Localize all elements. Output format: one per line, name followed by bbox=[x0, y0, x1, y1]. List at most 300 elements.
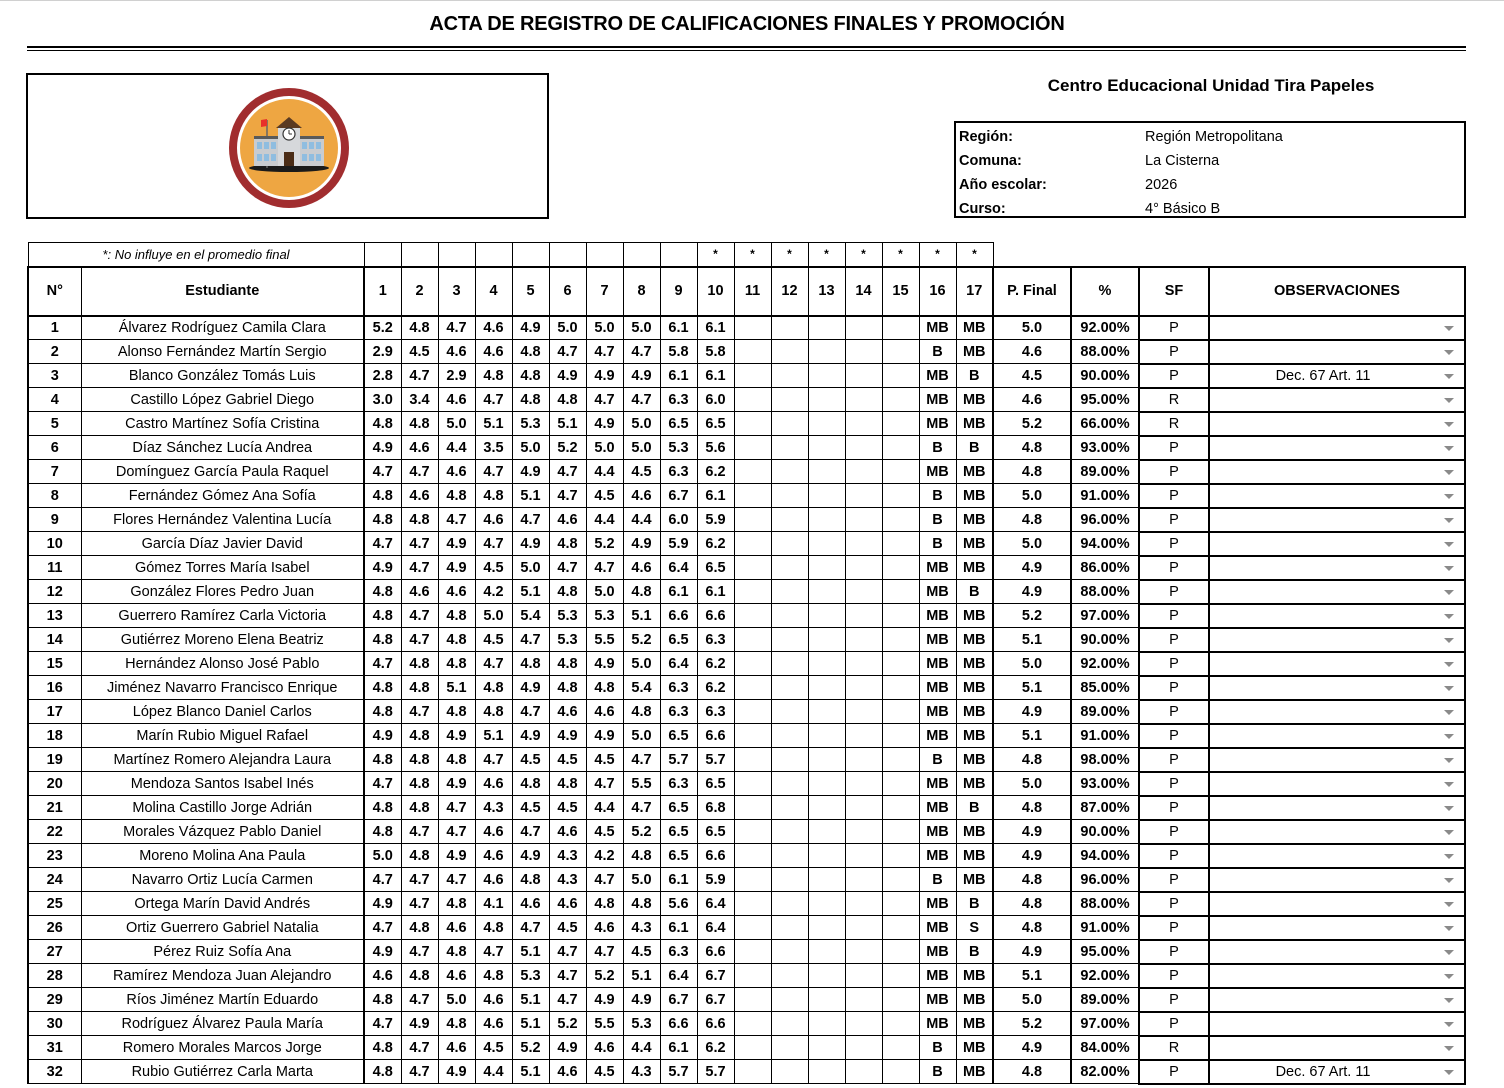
grade-cell[interactable] bbox=[845, 388, 882, 412]
observations-dropdown[interactable] bbox=[1209, 1060, 1465, 1084]
grade-cell[interactable] bbox=[882, 436, 919, 460]
chevron-down-icon[interactable] bbox=[1444, 494, 1454, 499]
grade-cell[interactable] bbox=[771, 724, 808, 748]
grade-cell[interactable]: 4.6 bbox=[475, 772, 512, 796]
grade-cell[interactable] bbox=[734, 508, 771, 532]
grade-cell[interactable] bbox=[808, 868, 845, 892]
grade-cell[interactable]: 4.7 bbox=[364, 532, 401, 556]
grade-cell[interactable]: 5.2 bbox=[623, 628, 660, 652]
observations-dropdown[interactable] bbox=[1209, 532, 1465, 556]
grade-cell[interactable] bbox=[808, 844, 845, 868]
grade-cell[interactable] bbox=[845, 460, 882, 484]
grade-cell[interactable]: 4.7 bbox=[475, 460, 512, 484]
grade-cell[interactable] bbox=[808, 700, 845, 724]
grade-cell[interactable]: 5.1 bbox=[438, 676, 475, 700]
grade-cell[interactable] bbox=[845, 580, 882, 604]
grade-cell[interactable]: 4.6 bbox=[549, 508, 586, 532]
grade-cell[interactable]: 4.5 bbox=[623, 460, 660, 484]
grade-cell[interactable]: 4.6 bbox=[438, 916, 475, 940]
concept-grade-cell[interactable]: MB bbox=[956, 724, 993, 748]
grade-cell[interactable]: 5.8 bbox=[697, 340, 734, 364]
concept-grade-cell[interactable]: MB bbox=[956, 676, 993, 700]
concept-grade-cell[interactable]: B bbox=[956, 892, 993, 916]
grade-cell[interactable] bbox=[771, 1036, 808, 1060]
grade-cell[interactable]: 4.5 bbox=[586, 1060, 623, 1084]
concept-grade-cell[interactable]: MB bbox=[956, 988, 993, 1012]
grade-cell[interactable] bbox=[734, 388, 771, 412]
grade-cell[interactable]: 4.8 bbox=[512, 868, 549, 892]
grade-cell[interactable] bbox=[808, 628, 845, 652]
grade-cell[interactable]: 4.7 bbox=[364, 772, 401, 796]
chevron-down-icon[interactable] bbox=[1444, 374, 1454, 379]
chevron-down-icon[interactable] bbox=[1444, 782, 1454, 787]
concept-grade-cell[interactable]: MB bbox=[956, 532, 993, 556]
observations-dropdown[interactable] bbox=[1209, 868, 1465, 892]
grade-cell[interactable]: 4.7 bbox=[364, 868, 401, 892]
grade-cell[interactable]: 5.2 bbox=[512, 1036, 549, 1060]
grade-cell[interactable] bbox=[771, 412, 808, 436]
grade-cell[interactable]: 6.1 bbox=[697, 316, 734, 340]
grade-cell[interactable]: 4.7 bbox=[549, 964, 586, 988]
grade-cell[interactable] bbox=[845, 412, 882, 436]
grade-cell[interactable] bbox=[734, 868, 771, 892]
grade-cell[interactable]: 5.2 bbox=[623, 820, 660, 844]
grade-cell[interactable]: 3.4 bbox=[401, 388, 438, 412]
grade-cell[interactable]: 5.0 bbox=[438, 988, 475, 1012]
grade-cell[interactable] bbox=[808, 748, 845, 772]
grade-cell[interactable] bbox=[882, 892, 919, 916]
grade-cell[interactable]: 5.1 bbox=[512, 988, 549, 1012]
grade-cell[interactable] bbox=[771, 1060, 808, 1084]
grade-cell[interactable] bbox=[845, 532, 882, 556]
concept-grade-cell[interactable]: MB bbox=[956, 1036, 993, 1060]
grade-cell[interactable] bbox=[734, 1060, 771, 1084]
concept-grade-cell[interactable]: MB bbox=[919, 556, 956, 580]
concept-grade-cell[interactable]: MB bbox=[956, 460, 993, 484]
grade-cell[interactable] bbox=[845, 628, 882, 652]
grade-cell[interactable] bbox=[771, 1012, 808, 1036]
grade-cell[interactable]: 5.1 bbox=[623, 964, 660, 988]
grade-cell[interactable]: 6.7 bbox=[660, 988, 697, 1012]
grade-cell[interactable] bbox=[882, 868, 919, 892]
chevron-down-icon[interactable] bbox=[1444, 614, 1454, 619]
grade-cell[interactable]: 4.8 bbox=[401, 844, 438, 868]
grade-cell[interactable]: 4.8 bbox=[475, 700, 512, 724]
observations-dropdown[interactable] bbox=[1209, 772, 1465, 796]
grade-cell[interactable] bbox=[771, 820, 808, 844]
grade-cell[interactable]: 4.8 bbox=[623, 892, 660, 916]
grade-cell[interactable]: 4.8 bbox=[549, 652, 586, 676]
concept-grade-cell[interactable]: B bbox=[956, 436, 993, 460]
grade-cell[interactable] bbox=[734, 964, 771, 988]
grade-cell[interactable] bbox=[882, 316, 919, 340]
grade-cell[interactable]: 4.9 bbox=[586, 724, 623, 748]
grade-cell[interactable]: 4.7 bbox=[364, 460, 401, 484]
grade-cell[interactable] bbox=[845, 1060, 882, 1084]
grade-cell[interactable]: 4.5 bbox=[586, 748, 623, 772]
observations-dropdown[interactable] bbox=[1209, 412, 1465, 436]
grade-cell[interactable]: 4.9 bbox=[549, 1036, 586, 1060]
grade-cell[interactable] bbox=[882, 556, 919, 580]
grade-cell[interactable] bbox=[845, 676, 882, 700]
grade-cell[interactable]: 4.8 bbox=[475, 364, 512, 388]
grade-cell[interactable]: 5.0 bbox=[623, 412, 660, 436]
grade-cell[interactable]: 6.5 bbox=[697, 412, 734, 436]
grade-cell[interactable]: 5.0 bbox=[549, 316, 586, 340]
grade-cell[interactable]: 6.6 bbox=[697, 940, 734, 964]
grade-cell[interactable]: 4.8 bbox=[512, 388, 549, 412]
chevron-down-icon[interactable] bbox=[1444, 758, 1454, 763]
grade-cell[interactable]: 4.8 bbox=[512, 772, 549, 796]
chevron-down-icon[interactable] bbox=[1444, 926, 1454, 931]
grade-cell[interactable]: 4.8 bbox=[364, 508, 401, 532]
grade-cell[interactable] bbox=[882, 484, 919, 508]
grade-cell[interactable]: 4.7 bbox=[586, 868, 623, 892]
grade-cell[interactable]: 4.7 bbox=[475, 388, 512, 412]
grade-cell[interactable]: 6.1 bbox=[697, 484, 734, 508]
grade-cell[interactable] bbox=[734, 340, 771, 364]
observations-dropdown[interactable] bbox=[1209, 916, 1465, 940]
grade-cell[interactable] bbox=[845, 652, 882, 676]
grade-cell[interactable]: 4.5 bbox=[623, 940, 660, 964]
grade-cell[interactable]: 5.0 bbox=[623, 652, 660, 676]
chevron-down-icon[interactable] bbox=[1444, 974, 1454, 979]
grade-cell[interactable]: 4.6 bbox=[586, 916, 623, 940]
grade-cell[interactable] bbox=[882, 580, 919, 604]
grade-cell[interactable] bbox=[845, 556, 882, 580]
chevron-down-icon[interactable] bbox=[1444, 1070, 1454, 1075]
grade-cell[interactable] bbox=[771, 532, 808, 556]
grade-cell[interactable]: 6.1 bbox=[697, 580, 734, 604]
grade-cell[interactable] bbox=[734, 676, 771, 700]
grade-cell[interactable] bbox=[882, 820, 919, 844]
chevron-down-icon[interactable] bbox=[1444, 638, 1454, 643]
observations-dropdown[interactable] bbox=[1209, 724, 1465, 748]
grade-cell[interactable] bbox=[845, 724, 882, 748]
grade-cell[interactable] bbox=[734, 700, 771, 724]
grade-cell[interactable]: 4.6 bbox=[364, 964, 401, 988]
grade-cell[interactable]: 6.5 bbox=[660, 796, 697, 820]
grade-cell[interactable]: 4.8 bbox=[438, 748, 475, 772]
grade-cell[interactable]: 4.6 bbox=[475, 844, 512, 868]
grade-cell[interactable] bbox=[882, 916, 919, 940]
grade-cell[interactable]: 4.8 bbox=[401, 676, 438, 700]
grade-cell[interactable]: 4.7 bbox=[586, 940, 623, 964]
concept-grade-cell[interactable]: MB bbox=[919, 628, 956, 652]
grade-cell[interactable]: 5.0 bbox=[586, 436, 623, 460]
concept-grade-cell[interactable]: B bbox=[919, 1060, 956, 1084]
grade-cell[interactable]: 5.1 bbox=[512, 1060, 549, 1084]
grade-cell[interactable]: 5.3 bbox=[660, 436, 697, 460]
grade-cell[interactable]: 4.9 bbox=[586, 652, 623, 676]
grade-cell[interactable]: 5.0 bbox=[475, 604, 512, 628]
grade-cell[interactable]: 6.5 bbox=[697, 820, 734, 844]
grade-cell[interactable]: 6.6 bbox=[697, 1012, 734, 1036]
grade-cell[interactable]: 5.9 bbox=[660, 532, 697, 556]
grade-cell[interactable] bbox=[845, 748, 882, 772]
grade-cell[interactable]: 5.8 bbox=[660, 340, 697, 364]
concept-grade-cell[interactable]: MB bbox=[956, 604, 993, 628]
grade-cell[interactable]: 4.6 bbox=[549, 700, 586, 724]
grade-cell[interactable] bbox=[845, 604, 882, 628]
grade-cell[interactable]: 4.8 bbox=[549, 676, 586, 700]
grade-cell[interactable]: 5.5 bbox=[586, 628, 623, 652]
grade-cell[interactable] bbox=[771, 604, 808, 628]
observations-dropdown[interactable] bbox=[1209, 676, 1465, 700]
grade-cell[interactable]: 5.2 bbox=[586, 964, 623, 988]
grade-cell[interactable]: 5.0 bbox=[586, 580, 623, 604]
chevron-down-icon[interactable] bbox=[1444, 806, 1454, 811]
grade-cell[interactable]: 4.7 bbox=[364, 652, 401, 676]
grade-cell[interactable] bbox=[882, 772, 919, 796]
grade-cell[interactable]: 6.6 bbox=[697, 724, 734, 748]
grade-cell[interactable]: 4.5 bbox=[475, 628, 512, 652]
observations-dropdown[interactable] bbox=[1209, 820, 1465, 844]
grade-cell[interactable] bbox=[808, 316, 845, 340]
grade-cell[interactable]: 4.6 bbox=[475, 820, 512, 844]
concept-grade-cell[interactable]: B bbox=[956, 364, 993, 388]
grade-cell[interactable] bbox=[734, 412, 771, 436]
grade-cell[interactable] bbox=[882, 844, 919, 868]
grade-cell[interactable]: 4.6 bbox=[549, 892, 586, 916]
grade-cell[interactable]: 6.5 bbox=[697, 772, 734, 796]
grade-cell[interactable]: 4.6 bbox=[438, 340, 475, 364]
grade-cell[interactable]: 4.8 bbox=[401, 748, 438, 772]
grade-cell[interactable]: 5.2 bbox=[549, 1012, 586, 1036]
grade-cell[interactable] bbox=[845, 796, 882, 820]
observations-dropdown[interactable] bbox=[1209, 748, 1465, 772]
grade-cell[interactable]: 4.9 bbox=[549, 364, 586, 388]
grade-cell[interactable] bbox=[882, 652, 919, 676]
grade-cell[interactable]: 4.7 bbox=[401, 556, 438, 580]
grade-cell[interactable]: 6.6 bbox=[697, 604, 734, 628]
grade-cell[interactable]: 5.2 bbox=[586, 532, 623, 556]
observations-dropdown[interactable] bbox=[1209, 508, 1465, 532]
grade-cell[interactable]: 6.4 bbox=[697, 892, 734, 916]
grade-cell[interactable]: 4.8 bbox=[438, 1012, 475, 1036]
observations-dropdown[interactable] bbox=[1209, 892, 1465, 916]
grade-cell[interactable]: 4.7 bbox=[549, 988, 586, 1012]
grade-cell[interactable]: 5.1 bbox=[512, 940, 549, 964]
grade-cell[interactable] bbox=[808, 556, 845, 580]
concept-grade-cell[interactable]: B bbox=[919, 508, 956, 532]
grade-cell[interactable] bbox=[808, 1060, 845, 1084]
grade-cell[interactable]: 4.7 bbox=[401, 868, 438, 892]
grade-cell[interactable]: 4.1 bbox=[475, 892, 512, 916]
grade-cell[interactable] bbox=[771, 964, 808, 988]
grade-cell[interactable] bbox=[882, 412, 919, 436]
grade-cell[interactable]: 4.7 bbox=[549, 556, 586, 580]
grade-cell[interactable]: 5.0 bbox=[512, 556, 549, 580]
grade-cell[interactable] bbox=[808, 1012, 845, 1036]
grade-cell[interactable] bbox=[771, 772, 808, 796]
grade-cell[interactable]: 4.8 bbox=[364, 796, 401, 820]
grade-cell[interactable]: 4.8 bbox=[475, 676, 512, 700]
grade-cell[interactable] bbox=[734, 628, 771, 652]
concept-grade-cell[interactable]: MB bbox=[919, 724, 956, 748]
grade-cell[interactable]: 6.3 bbox=[660, 772, 697, 796]
grade-cell[interactable]: 4.6 bbox=[475, 316, 512, 340]
grade-cell[interactable]: 5.4 bbox=[512, 604, 549, 628]
grade-cell[interactable]: 6.1 bbox=[660, 364, 697, 388]
grade-cell[interactable] bbox=[808, 772, 845, 796]
observations-dropdown[interactable] bbox=[1209, 340, 1465, 364]
grade-cell[interactable]: 6.7 bbox=[697, 964, 734, 988]
grade-cell[interactable] bbox=[808, 580, 845, 604]
grade-cell[interactable] bbox=[845, 868, 882, 892]
grade-cell[interactable]: 4.8 bbox=[401, 772, 438, 796]
concept-grade-cell[interactable]: MB bbox=[919, 844, 956, 868]
grade-cell[interactable]: 4.9 bbox=[438, 724, 475, 748]
grade-cell[interactable]: 6.1 bbox=[697, 364, 734, 388]
grade-cell[interactable]: 5.0 bbox=[623, 724, 660, 748]
grade-cell[interactable]: 4.9 bbox=[623, 988, 660, 1012]
chevron-down-icon[interactable] bbox=[1444, 350, 1454, 355]
grade-cell[interactable]: 4.7 bbox=[512, 916, 549, 940]
grade-cell[interactable]: 4.7 bbox=[364, 916, 401, 940]
grade-cell[interactable]: 4.7 bbox=[512, 700, 549, 724]
grade-cell[interactable]: 4.4 bbox=[475, 1060, 512, 1084]
grade-cell[interactable] bbox=[882, 940, 919, 964]
grade-cell[interactable]: 6.4 bbox=[660, 556, 697, 580]
grade-cell[interactable]: 4.7 bbox=[512, 508, 549, 532]
concept-grade-cell[interactable]: MB bbox=[919, 964, 956, 988]
grade-cell[interactable]: 6.5 bbox=[660, 844, 697, 868]
concept-grade-cell[interactable]: MB bbox=[919, 460, 956, 484]
grade-cell[interactable]: 4.8 bbox=[438, 892, 475, 916]
chevron-down-icon[interactable] bbox=[1444, 518, 1454, 523]
grade-cell[interactable]: 4.7 bbox=[401, 700, 438, 724]
observations-dropdown[interactable] bbox=[1209, 1036, 1465, 1060]
grade-cell[interactable] bbox=[882, 364, 919, 388]
grade-cell[interactable] bbox=[882, 532, 919, 556]
grade-cell[interactable]: 6.1 bbox=[660, 316, 697, 340]
grade-cell[interactable] bbox=[882, 1012, 919, 1036]
grade-cell[interactable]: 4.9 bbox=[586, 364, 623, 388]
concept-grade-cell[interactable]: MB bbox=[956, 388, 993, 412]
grade-cell[interactable] bbox=[882, 340, 919, 364]
grade-cell[interactable] bbox=[882, 1036, 919, 1060]
grade-cell[interactable] bbox=[771, 940, 808, 964]
grade-cell[interactable] bbox=[771, 988, 808, 1012]
grade-cell[interactable]: 4.6 bbox=[438, 460, 475, 484]
observations-dropdown[interactable] bbox=[1209, 460, 1465, 484]
grade-cell[interactable]: 5.5 bbox=[623, 772, 660, 796]
grade-cell[interactable]: 4.9 bbox=[549, 724, 586, 748]
grade-cell[interactable]: 4.7 bbox=[475, 748, 512, 772]
grade-cell[interactable]: 4.4 bbox=[586, 460, 623, 484]
grade-cell[interactable] bbox=[771, 628, 808, 652]
grade-cell[interactable] bbox=[882, 724, 919, 748]
grade-cell[interactable]: 4.7 bbox=[512, 628, 549, 652]
grade-cell[interactable]: 6.1 bbox=[660, 916, 697, 940]
grade-cell[interactable]: 3.5 bbox=[475, 436, 512, 460]
grade-cell[interactable]: 5.0 bbox=[623, 316, 660, 340]
chevron-down-icon[interactable] bbox=[1444, 398, 1454, 403]
grade-cell[interactable] bbox=[808, 796, 845, 820]
concept-grade-cell[interactable]: MB bbox=[919, 700, 956, 724]
grade-cell[interactable]: 4.7 bbox=[401, 1036, 438, 1060]
grade-cell[interactable]: 4.7 bbox=[401, 1060, 438, 1084]
grade-cell[interactable] bbox=[882, 796, 919, 820]
grade-cell[interactable]: 6.5 bbox=[660, 724, 697, 748]
grade-cell[interactable] bbox=[808, 940, 845, 964]
grade-cell[interactable] bbox=[808, 340, 845, 364]
grade-cell[interactable]: 4.7 bbox=[401, 628, 438, 652]
grade-cell[interactable] bbox=[808, 916, 845, 940]
grade-cell[interactable]: 5.9 bbox=[697, 868, 734, 892]
observations-dropdown[interactable] bbox=[1209, 1012, 1465, 1036]
concept-grade-cell[interactable]: MB bbox=[919, 988, 956, 1012]
observations-dropdown[interactable] bbox=[1209, 940, 1465, 964]
grade-cell[interactable]: 4.6 bbox=[438, 964, 475, 988]
grade-cell[interactable] bbox=[734, 796, 771, 820]
grade-cell[interactable] bbox=[771, 436, 808, 460]
grade-cell[interactable] bbox=[734, 316, 771, 340]
grade-cell[interactable]: 4.6 bbox=[586, 1036, 623, 1060]
grade-cell[interactable]: 4.6 bbox=[438, 1036, 475, 1060]
grade-cell[interactable] bbox=[808, 988, 845, 1012]
grade-cell[interactable] bbox=[808, 364, 845, 388]
grade-cell[interactable] bbox=[808, 412, 845, 436]
concept-grade-cell[interactable]: B bbox=[919, 1036, 956, 1060]
grade-cell[interactable]: 4.9 bbox=[438, 844, 475, 868]
grade-cell[interactable]: 4.8 bbox=[364, 820, 401, 844]
grade-cell[interactable]: 5.1 bbox=[549, 412, 586, 436]
grade-cell[interactable]: 4.8 bbox=[364, 628, 401, 652]
grade-cell[interactable] bbox=[882, 628, 919, 652]
grade-cell[interactable]: 4.8 bbox=[512, 652, 549, 676]
grade-cell[interactable]: 5.7 bbox=[660, 748, 697, 772]
observations-dropdown[interactable] bbox=[1209, 988, 1465, 1012]
grade-cell[interactable]: 4.9 bbox=[586, 412, 623, 436]
grade-cell[interactable]: 4.4 bbox=[438, 436, 475, 460]
grade-cell[interactable]: 4.8 bbox=[512, 340, 549, 364]
concept-grade-cell[interactable]: MB bbox=[919, 820, 956, 844]
concept-grade-cell[interactable]: MB bbox=[919, 364, 956, 388]
observations-dropdown[interactable] bbox=[1209, 628, 1465, 652]
grade-cell[interactable]: 4.3 bbox=[475, 796, 512, 820]
grade-cell[interactable] bbox=[771, 868, 808, 892]
grade-cell[interactable] bbox=[808, 460, 845, 484]
grade-cell[interactable]: 4.6 bbox=[475, 988, 512, 1012]
concept-grade-cell[interactable]: MB bbox=[956, 844, 993, 868]
grade-cell[interactable]: 4.8 bbox=[623, 580, 660, 604]
grade-cell[interactable]: 4.8 bbox=[364, 700, 401, 724]
grade-cell[interactable]: 4.9 bbox=[512, 532, 549, 556]
grade-cell[interactable] bbox=[771, 316, 808, 340]
grade-cell[interactable]: 4.8 bbox=[364, 676, 401, 700]
grade-cell[interactable]: 5.2 bbox=[364, 316, 401, 340]
grade-cell[interactable]: 5.0 bbox=[364, 844, 401, 868]
grade-cell[interactable]: 6.5 bbox=[660, 628, 697, 652]
grade-cell[interactable]: 4.5 bbox=[549, 748, 586, 772]
grade-cell[interactable]: 5.0 bbox=[586, 316, 623, 340]
grade-cell[interactable]: 4.4 bbox=[586, 796, 623, 820]
concept-grade-cell[interactable]: MB bbox=[919, 1012, 956, 1036]
observations-dropdown[interactable] bbox=[1209, 796, 1465, 820]
grade-cell[interactable]: 5.1 bbox=[512, 1012, 549, 1036]
grade-cell[interactable]: 4.7 bbox=[401, 940, 438, 964]
concept-grade-cell[interactable]: MB bbox=[919, 316, 956, 340]
grade-cell[interactable] bbox=[771, 388, 808, 412]
grade-cell[interactable] bbox=[734, 940, 771, 964]
concept-grade-cell[interactable]: S bbox=[956, 916, 993, 940]
grade-cell[interactable]: 4.7 bbox=[549, 484, 586, 508]
grade-cell[interactable]: 5.7 bbox=[697, 1060, 734, 1084]
grade-cell[interactable]: 4.7 bbox=[623, 796, 660, 820]
grade-cell[interactable] bbox=[845, 940, 882, 964]
